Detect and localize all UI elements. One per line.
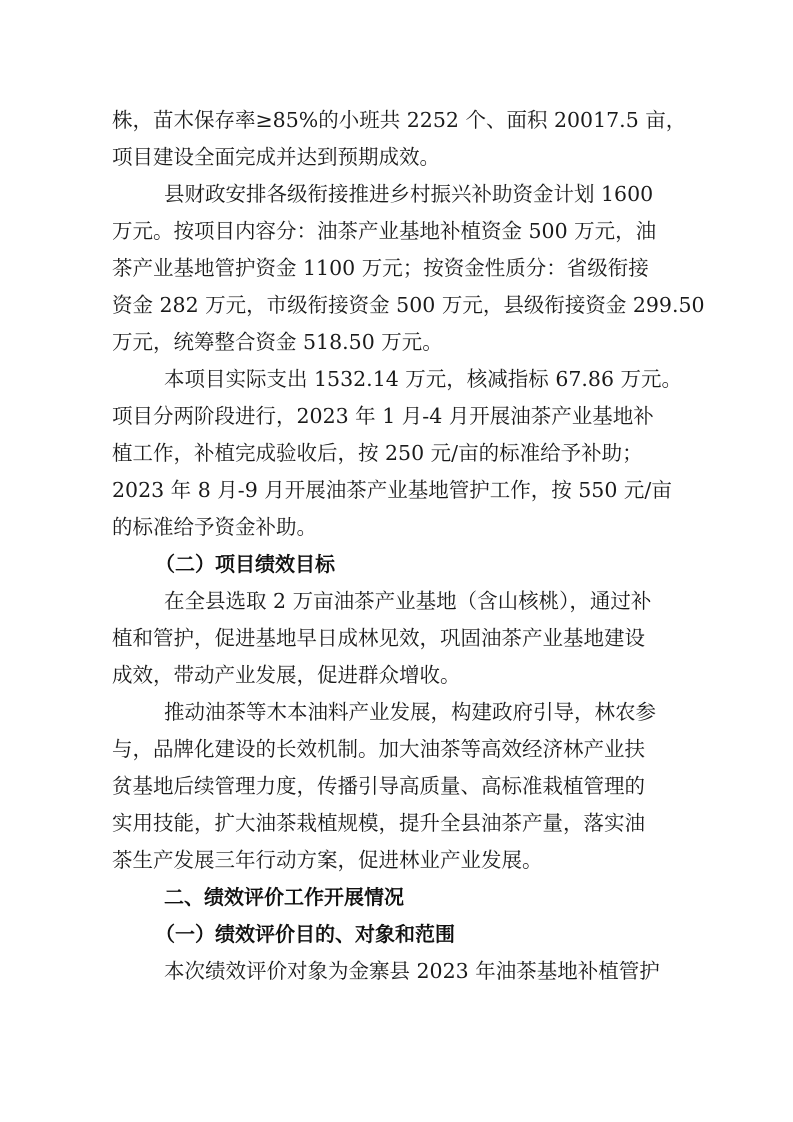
body-text-line: 贫基地后续管理力度，传播引导高质量、高标准栽植管理的 <box>112 774 645 798</box>
paragraph-first-line: 推动油茶等木本油料产业发展，构建政府引导，林农参 <box>164 700 656 724</box>
body-text-line: 2023 年 8 月-9 月开展油茶产业基地管护工作，按 550 元/亩 <box>112 478 672 502</box>
body-text-line: 项目分两阶段进行，2023 年 1 月-4 月开展油茶产业基地补 <box>112 404 654 428</box>
body-text-line: 万元。按项目内容分：油茶产业基地补植资金 500 万元，油 <box>112 219 657 243</box>
body-text-line: 万元，统筹整合资金 518.50 万元。 <box>112 330 443 354</box>
body-text-line: 株，苗木保存率≥85%的小班共 2252 个、面积 20017.5 亩， <box>112 108 687 132</box>
body-text-line: 茶生产发展三年行动方案，促进林业产业发展。 <box>112 848 543 872</box>
body-text-line: 与，品牌化建设的长效机制。加大油茶等高效经济林产业扶 <box>112 737 645 761</box>
section-heading-evaluation-work: 二、绩效评价工作开展情况 <box>164 885 404 909</box>
paragraph-first-line: 本项目实际支出 1532.14 万元，核减指标 67.86 万元。 <box>164 367 683 391</box>
body-text-line: 的标准给予资金补助。 <box>112 515 317 539</box>
section-heading-performance-goals: （二）项目绩效目标 <box>155 552 335 576</box>
body-text-line: 植工作，补植完成验收后，按 250 元/亩的标准给予补助； <box>112 441 643 465</box>
body-text-line: 成效，带动产业发展，促进群众增收。 <box>112 663 461 687</box>
paragraph-first-line: 县财政安排各级衔接推进乡村振兴补助资金计划 1600 <box>164 182 654 206</box>
paragraph-first-line: 本次绩效评价对象为金寨县 2023 年油茶基地补植管护 <box>164 959 660 983</box>
body-text-line: 资金 282 万元，市级衔接资金 500 万元，县级衔接资金 299.50 <box>112 293 705 317</box>
body-text-line: 项目建设全面完成并达到预期成效。 <box>112 145 440 169</box>
body-text-line: 植和管护，促进基地早日成林见效，巩固油茶产业基地建设 <box>112 626 645 650</box>
paragraph-first-line: 在全县选取 2 万亩油茶产业基地（含山核桃），通过补 <box>164 589 652 613</box>
body-text-line: 实用技能，扩大油茶栽植规模，提升全县油茶产量，落实油 <box>112 811 645 835</box>
subsection-heading-evaluation-scope: （一）绩效评价目的、对象和范围 <box>155 922 455 946</box>
body-text-line: 茶产业基地管护资金 1100 万元；按资金性质分：省级衔接 <box>112 256 649 280</box>
